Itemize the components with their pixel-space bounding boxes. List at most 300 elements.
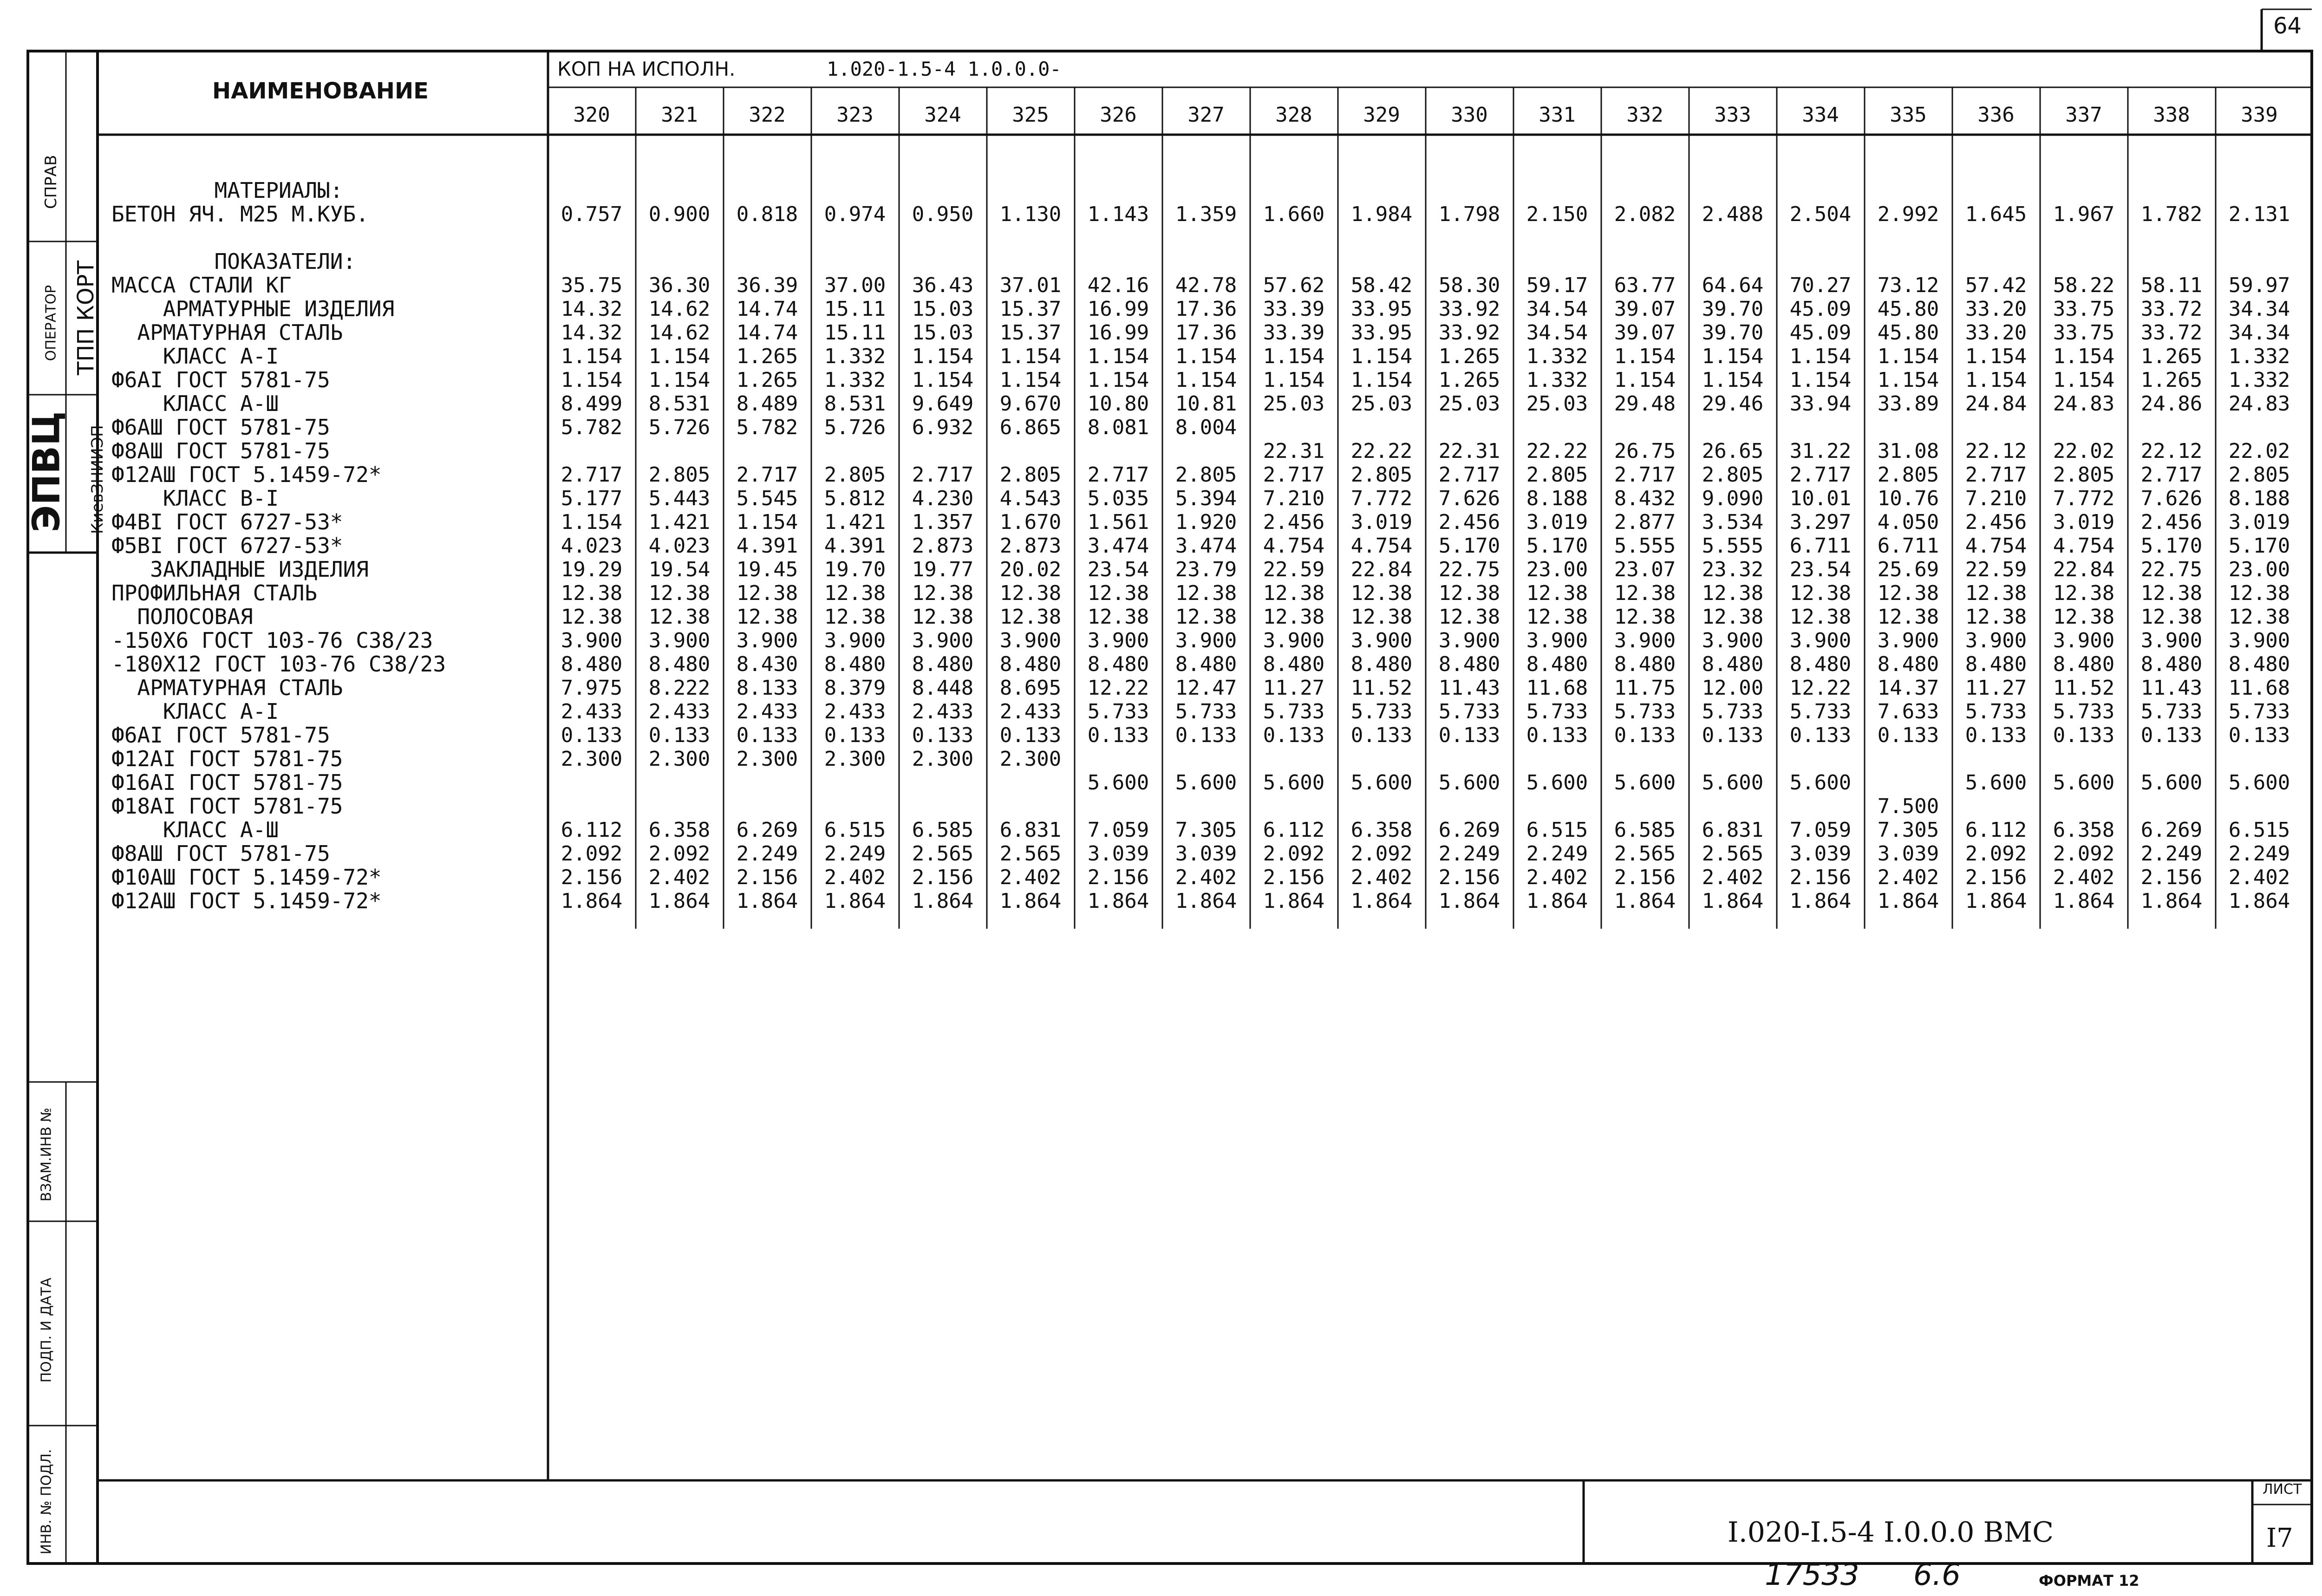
value-cell: 2.456 (1263, 510, 1325, 534)
value-cell: 5.733 (1087, 700, 1149, 723)
row-label: ПОКАЗАТЕЛИ: (111, 249, 356, 274)
value-cell: 1.154 (1965, 345, 2027, 368)
value-cell: 29.46 (1702, 392, 1764, 416)
value-cell: 2.402 (824, 866, 886, 889)
value-cell (899, 771, 986, 795)
value-cell: 11.27 (1263, 676, 1325, 700)
value-cell: 25.03 (1350, 392, 1413, 416)
value-cell: 2.565 (912, 842, 974, 866)
value-cell: 2.433 (736, 700, 798, 723)
value-cell: 12.38 (736, 581, 798, 605)
value-cell: 12.22 (1789, 676, 1852, 700)
value-cell: 8.480 (1789, 652, 1852, 676)
value-cell: 5.600 (1614, 771, 1676, 795)
value-cell: 5.443 (648, 487, 711, 510)
value-cell: 1.984 (1350, 202, 1413, 226)
row-label: КЛАСС В-I (111, 486, 279, 511)
value-cell: 12.38 (2228, 581, 2290, 605)
value-cell (724, 795, 811, 818)
value-cell: 1.154 (2053, 345, 2115, 368)
value-cell: 12.38 (824, 605, 886, 629)
value-cell (1426, 795, 1513, 818)
value-cell: 63.77 (1614, 274, 1676, 297)
value-cell: 12.38 (1614, 605, 1676, 629)
value-cell: 5.555 (1614, 534, 1676, 558)
value-cell: 0.133 (561, 723, 623, 747)
value-cell: 2.156 (912, 866, 974, 889)
row-label: Ф5ВI ГОСТ 6727-53* (111, 533, 343, 558)
value-cell: 7.772 (2053, 487, 2115, 510)
value-cell: 2.717 (1965, 463, 2027, 487)
value-cell: 33.94 (1789, 392, 1852, 416)
row-label: Ф6АI ГОСТ 5781-75 (111, 723, 330, 748)
value-cell (2040, 747, 2127, 771)
value-cell: 5.600 (2053, 771, 2115, 795)
value-cell: 36.30 (648, 274, 711, 297)
value-cell: 39.70 (1702, 321, 1764, 345)
row-label: АРМАТУРНАЯ СТАЛЬ (111, 675, 343, 700)
value-cell: 3.900 (824, 629, 886, 652)
value-cell: 7.305 (1175, 818, 1237, 842)
value-cell: 12.38 (736, 605, 798, 629)
value-cell: 6.515 (2228, 818, 2290, 842)
column-number: 338 (2153, 103, 2190, 127)
value-cell (1513, 416, 1601, 439)
value-cell: 1.154 (1702, 345, 1764, 368)
value-cell: 12.38 (1877, 605, 1939, 629)
value-cell (724, 771, 811, 795)
value-cell: 11.43 (1438, 676, 1500, 700)
value-cell: 5.733 (1438, 700, 1500, 723)
column-number: 322 (749, 103, 786, 127)
value-cell: 2.433 (824, 700, 886, 723)
value-cell: 5.600 (1526, 771, 1588, 795)
value-cell: 2.805 (1877, 463, 1939, 487)
value-cell: 1.154 (1175, 368, 1237, 392)
value-cell: 1.154 (999, 368, 1062, 392)
value-cell: 1.154 (1789, 345, 1852, 368)
value-cell: 2.300 (648, 747, 711, 771)
value-cell: 5.600 (1350, 771, 1413, 795)
value-cell: 57.42 (1965, 274, 2027, 297)
value-cell: 15.37 (999, 297, 1062, 321)
value-cell: 8.081 (1087, 416, 1149, 439)
value-cell: 1.864 (1965, 889, 2027, 913)
value-cell: 19.77 (912, 558, 974, 581)
value-cell: 8.480 (912, 652, 974, 676)
value-cell: 59.97 (2228, 274, 2290, 297)
value-cell: 3.900 (1087, 629, 1149, 652)
value-cell: 3.019 (2053, 510, 2115, 534)
value-cell: 2.456 (2140, 510, 2203, 534)
value-cell: 2.456 (1965, 510, 2027, 534)
value-cell: 1.332 (1526, 368, 1588, 392)
value-cell: 12.38 (912, 581, 974, 605)
value-cell: 2.873 (999, 534, 1062, 558)
value-cell: 10.80 (1087, 392, 1149, 416)
value-cell: 3.019 (1350, 510, 1413, 534)
value-cell: 2.402 (999, 866, 1062, 889)
value-cell: 1.421 (824, 510, 886, 534)
value-cell: 3.019 (1526, 510, 1588, 534)
value-cell: 8.480 (1526, 652, 1588, 676)
column-number: 329 (1363, 103, 1400, 127)
value-cell (1426, 747, 1513, 771)
column-number: 331 (1539, 103, 1576, 127)
value-cell: 3.900 (912, 629, 974, 652)
value-cell: 2.300 (736, 747, 798, 771)
value-cell: 3.900 (1965, 629, 2027, 652)
value-cell: 7.059 (1789, 818, 1852, 842)
side-label-inv-podl: ИНВ. № ПОДЛ. (38, 1449, 55, 1555)
value-cell: 26.65 (1702, 439, 1764, 463)
value-cell: 7.210 (1263, 487, 1325, 510)
value-cell (636, 439, 723, 463)
value-cell: 2.249 (2228, 842, 2290, 866)
row-label: КЛАСС А-I (111, 699, 279, 724)
value-cell: 5.733 (1702, 700, 1764, 723)
value-cell: 25.03 (1263, 392, 1325, 416)
value-cell: 12.38 (1438, 581, 1500, 605)
value-cell: 0.133 (2228, 723, 2290, 747)
row-label: Ф6АI ГОСТ 5781-75 (111, 367, 330, 392)
value-cell: 0.757 (561, 202, 623, 226)
column-number: 335 (1890, 103, 1927, 127)
row-label: Ф10АШ ГОСТ 5.1459-72* (111, 865, 382, 890)
value-cell: 23.07 (1614, 558, 1676, 581)
value-cell: 9.670 (999, 392, 1062, 416)
value-cell (2216, 416, 2303, 439)
value-cell: 1.864 (1087, 889, 1149, 913)
value-cell: 8.133 (736, 676, 798, 700)
value-cell: 1.332 (1526, 345, 1588, 368)
value-cell: 58.30 (1438, 274, 1500, 297)
value-cell: 8.432 (1614, 487, 1676, 510)
value-cell: 6.358 (1350, 818, 1413, 842)
value-cell: 6.515 (1526, 818, 1588, 842)
value-cell (1601, 416, 1689, 439)
column-number: 336 (1977, 103, 2015, 127)
value-cell: 1.154 (1702, 368, 1764, 392)
value-cell (811, 439, 899, 463)
value-cell: 4.023 (561, 534, 623, 558)
value-cell: 1.154 (1087, 345, 1149, 368)
value-cell (2040, 795, 2127, 818)
value-cell (1952, 795, 2040, 818)
row-label: МАТЕРИАЛЫ: (111, 178, 343, 203)
value-cell (636, 795, 723, 818)
value-cell: 3.534 (1702, 510, 1764, 534)
value-cell: 12.38 (2053, 581, 2115, 605)
value-cell (1250, 416, 1337, 439)
value-cell: 1.265 (2140, 345, 2203, 368)
value-cell: 1.154 (999, 345, 1062, 368)
value-cell (2128, 416, 2215, 439)
value-cell: 2.805 (1526, 463, 1588, 487)
document-code: I.020-I.5-4 I.0.0.0 ВМС (1728, 1516, 2054, 1549)
value-cell: 0.133 (1087, 723, 1149, 747)
value-cell: 19.29 (561, 558, 623, 581)
value-cell: 24.84 (1965, 392, 2027, 416)
value-cell: 1.154 (1087, 368, 1149, 392)
value-cell: 12.38 (1087, 605, 1149, 629)
value-cell: 5.394 (1175, 487, 1237, 510)
value-cell: 22.22 (1350, 439, 1413, 463)
value-cell: 1.154 (561, 345, 623, 368)
value-cell: 2.156 (1789, 866, 1852, 889)
value-cell: 42.16 (1087, 274, 1149, 297)
value-cell: 0.133 (1350, 723, 1413, 747)
value-cell: 33.72 (2140, 297, 2203, 321)
value-cell: 1.332 (824, 345, 886, 368)
value-cell: 0.133 (1263, 723, 1325, 747)
value-cell (548, 771, 635, 795)
value-cell: 0.133 (2053, 723, 2115, 747)
value-cell: 12.38 (561, 581, 623, 605)
value-cell: 12.38 (1877, 581, 1939, 605)
value-cell: 1.864 (999, 889, 1062, 913)
value-cell: 0.133 (1877, 723, 1939, 747)
value-cell (1250, 795, 1337, 818)
value-cell: 5.170 (1438, 534, 1500, 558)
value-cell: 4.754 (2053, 534, 2115, 558)
row-label: -180Х12 ГОСТ 103-76 С38/23 (111, 651, 446, 677)
column-number: 325 (1012, 103, 1049, 127)
value-cell: 5.177 (561, 487, 623, 510)
value-cell (2216, 795, 2303, 818)
value-cell: 5.812 (824, 487, 886, 510)
value-cell: 24.83 (2053, 392, 2115, 416)
value-cell: 5.782 (736, 416, 798, 439)
value-cell: 0.900 (648, 202, 711, 226)
value-cell: 64.64 (1702, 274, 1764, 297)
value-cell (1075, 439, 1162, 463)
row-label: -150Х6 ГОСТ 103-76 С38/23 (111, 628, 433, 653)
value-cell: 1.798 (1438, 202, 1500, 226)
value-cell (1952, 416, 2040, 439)
value-cell: 3.900 (2140, 629, 2203, 652)
value-cell: 22.31 (1438, 439, 1500, 463)
value-cell: 8.379 (824, 676, 886, 700)
value-cell: 26.75 (1614, 439, 1676, 463)
value-cell: 1.154 (1263, 345, 1325, 368)
value-cell: 5.600 (2228, 771, 2290, 795)
value-cell: 6.358 (648, 818, 711, 842)
value-cell: 2.565 (999, 842, 1062, 866)
value-cell: 33.75 (2053, 297, 2115, 321)
value-cell: 5.733 (1614, 700, 1676, 723)
value-cell: 29.48 (1614, 392, 1676, 416)
value-cell: 0.974 (824, 202, 886, 226)
value-cell: 1.864 (1789, 889, 1852, 913)
value-cell: 6.831 (1702, 818, 1764, 842)
value-cell: 14.74 (736, 321, 798, 345)
value-cell: 1.864 (648, 889, 711, 913)
value-cell: 3.474 (1087, 534, 1149, 558)
value-cell: 3.900 (561, 629, 623, 652)
value-cell: 12.38 (648, 605, 711, 629)
value-cell (2216, 747, 2303, 771)
value-cell: 23.00 (2228, 558, 2290, 581)
value-cell: 33.20 (1965, 321, 2027, 345)
value-cell: 8.480 (1702, 652, 1764, 676)
value-cell: 0.133 (1438, 723, 1500, 747)
value-cell: 17.36 (1175, 297, 1237, 321)
value-cell: 15.03 (912, 321, 974, 345)
value-cell: 1.154 (1350, 345, 1413, 368)
value-cell: 12.38 (1087, 581, 1149, 605)
value-cell: 1.864 (2228, 889, 2290, 913)
value-cell: 3.900 (736, 629, 798, 652)
value-cell: 12.38 (1350, 581, 1413, 605)
value-cell: 6.585 (1614, 818, 1676, 842)
value-cell: 12.38 (1350, 605, 1413, 629)
value-cell: 1.864 (1702, 889, 1764, 913)
value-cell: 2.504 (1789, 202, 1852, 226)
value-cell: 3.019 (2228, 510, 2290, 534)
value-cell: 5.733 (1263, 700, 1325, 723)
value-cell: 14.32 (561, 321, 623, 345)
value-cell: 0.133 (648, 723, 711, 747)
value-cell: 2.249 (1526, 842, 1588, 866)
value-cell: 5.600 (1965, 771, 2027, 795)
value-cell: 11.68 (1526, 676, 1588, 700)
value-cell: 17.36 (1175, 321, 1237, 345)
value-cell (987, 771, 1074, 795)
value-cell: 2.433 (561, 700, 623, 723)
value-cell: 1.864 (1263, 889, 1325, 913)
value-cell: 5.600 (1789, 771, 1852, 795)
value-cell: 6.831 (999, 818, 1062, 842)
value-cell: 7.500 (1877, 795, 1939, 818)
value-cell: 1.154 (1965, 368, 2027, 392)
value-cell: 3.900 (1175, 629, 1237, 652)
value-cell: 4.391 (824, 534, 886, 558)
value-cell: 11.52 (2053, 676, 2115, 700)
value-cell: 3.039 (1877, 842, 1939, 866)
value-cell: 12.38 (561, 605, 623, 629)
value-cell: 5.733 (2228, 700, 2290, 723)
value-cell (548, 439, 635, 463)
value-cell (811, 771, 899, 795)
value-cell (1162, 439, 1250, 463)
value-cell: 5.600 (2140, 771, 2203, 795)
value-cell: 3.900 (1350, 629, 1413, 652)
value-cell: 1.332 (2228, 345, 2290, 368)
value-cell: 10.81 (1175, 392, 1237, 416)
value-cell: 2.717 (912, 463, 974, 487)
value-cell: 2.488 (1702, 202, 1764, 226)
value-cell (548, 795, 635, 818)
value-cell: 58.42 (1350, 274, 1413, 297)
side-label-podp-data: ПОДП. И ДАТА (38, 1277, 55, 1383)
value-cell: 8.448 (912, 676, 974, 700)
value-cell: 1.864 (2140, 889, 2203, 913)
value-cell: 9.649 (912, 392, 974, 416)
value-cell: 5.600 (1702, 771, 1764, 795)
value-cell: 2.877 (1614, 510, 1676, 534)
value-cell: 1.864 (1350, 889, 1413, 913)
side-label-sprav: СПРАВ (42, 155, 60, 209)
value-cell: 8.695 (999, 676, 1062, 700)
value-cell: 6.711 (1877, 534, 1939, 558)
value-cell: 36.43 (912, 274, 974, 297)
value-cell: 2.717 (1789, 463, 1852, 487)
handwritten-number: 17533 (1765, 1558, 1859, 1592)
value-cell: 12.38 (648, 581, 711, 605)
value-cell: 8.480 (2053, 652, 2115, 676)
value-cell (1952, 747, 2040, 771)
column-number: 337 (2065, 103, 2102, 127)
value-cell: 2.092 (1965, 842, 2027, 866)
value-cell: 0.818 (736, 202, 798, 226)
value-cell: 2.092 (2053, 842, 2115, 866)
value-cell: 5.733 (1526, 700, 1588, 723)
value-cell: 2.402 (1175, 866, 1237, 889)
value-cell: 2.717 (1614, 463, 1676, 487)
value-cell: 33.95 (1350, 321, 1413, 345)
column-number: 320 (573, 103, 610, 127)
value-cell: 8.480 (648, 652, 711, 676)
value-cell: 0.133 (1614, 723, 1676, 747)
value-cell: 1.864 (1438, 889, 1500, 913)
value-cell: 2.092 (1350, 842, 1413, 866)
value-cell: 2.805 (2053, 463, 2115, 487)
value-cell: 8.480 (2228, 652, 2290, 676)
value-cell: 12.38 (1263, 581, 1325, 605)
value-cell: 58.22 (2053, 274, 2115, 297)
value-cell: 33.20 (1965, 297, 2027, 321)
side-label-vzam: ВЗАМ.ИНВ № (38, 1107, 55, 1202)
value-cell: 12.38 (2228, 605, 2290, 629)
value-cell: 19.54 (648, 558, 711, 581)
value-cell: 5.555 (1702, 534, 1764, 558)
kop-code: 1.020-1.5-4 1.0.0.0- (827, 58, 1062, 80)
value-cell: 2.717 (2140, 463, 2203, 487)
value-cell (987, 795, 1074, 818)
value-cell: 2.402 (2228, 866, 2290, 889)
value-cell: 3.900 (1877, 629, 1939, 652)
value-cell (1075, 795, 1162, 818)
value-cell: 2.717 (1438, 463, 1500, 487)
kop-label: КОП НА ИСПОЛН. (557, 58, 736, 80)
value-cell: 0.133 (912, 723, 974, 747)
value-cell: 8.480 (1350, 652, 1413, 676)
row-label: Ф18АI ГОСТ 5781-75 (111, 794, 343, 819)
value-cell: 4.023 (648, 534, 711, 558)
value-cell: 1.864 (1614, 889, 1676, 913)
value-cell: 2.805 (1350, 463, 1413, 487)
value-cell: 5.170 (2228, 534, 2290, 558)
value-cell: 0.133 (1965, 723, 2027, 747)
value-cell: 2.402 (648, 866, 711, 889)
value-cell: 5.726 (648, 416, 711, 439)
value-cell: 1.864 (1877, 889, 1939, 913)
value-cell: 4.754 (1263, 534, 1325, 558)
value-cell: 5.733 (2140, 700, 2203, 723)
value-cell: 11.75 (1614, 676, 1676, 700)
value-cell (1426, 416, 1513, 439)
value-cell: 5.600 (1087, 771, 1149, 795)
value-cell: 8.188 (2228, 487, 2290, 510)
value-cell: 2.717 (736, 463, 798, 487)
value-cell: 3.900 (1263, 629, 1325, 652)
row-label: АРМАТУРНЫЕ ИЗДЕЛИЯ (111, 296, 395, 321)
value-cell: 8.430 (736, 652, 798, 676)
value-cell: 1.154 (736, 510, 798, 534)
value-cell: 5.545 (736, 487, 798, 510)
value-cell: 7.626 (2140, 487, 2203, 510)
